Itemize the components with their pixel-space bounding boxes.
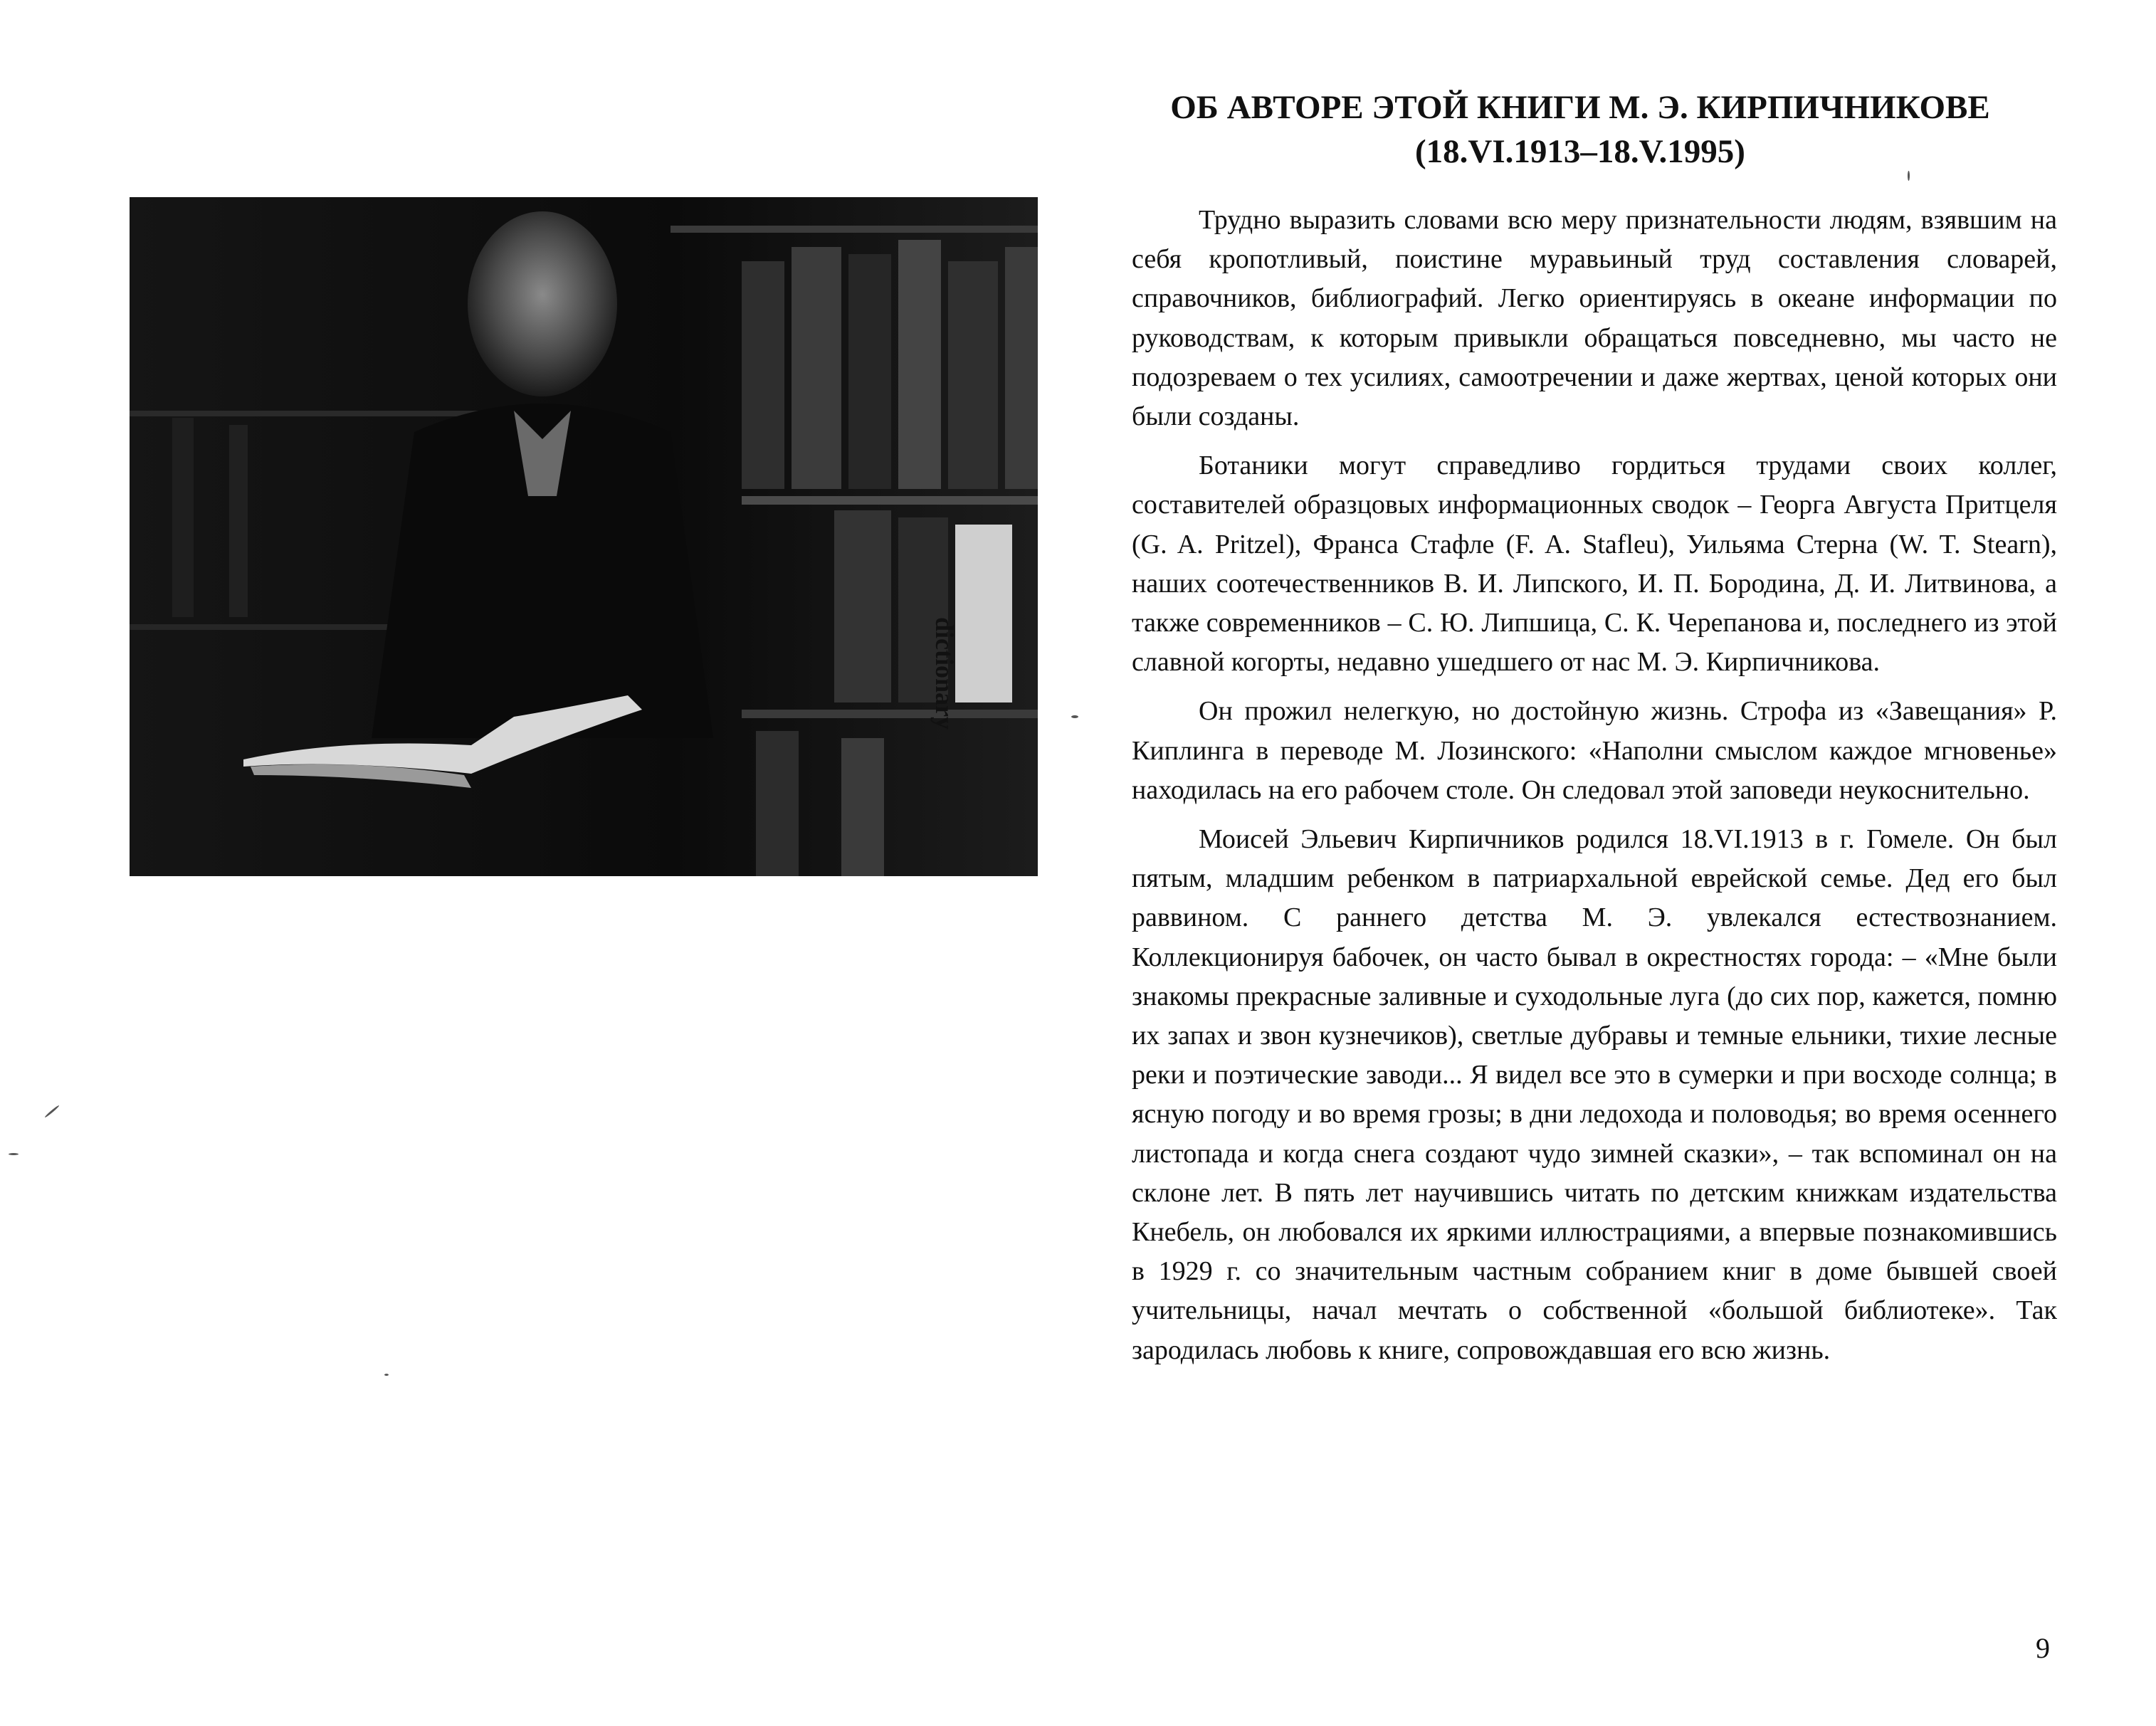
article-title: [1110, 85, 2050, 174]
paragraph: Ботаники могут справедливо гордиться трудами своих коллег, составителей образцовых информационных сводок – Георга Августа Притцеля (G. A. Pritzel), Франса Стафле (F. A. Stafleu), Уильяма Стерна (W. T. Stearn), наших соотечественников В. И. Липского, И. П. Бородина, Д. И. Литвинова, а также современников – С. Ю. Липшица, С. К. Черепанова и, последнего из этой славной когорты, недавно ушедшего от нас М. Э. Кирпичникова.: [1132, 451, 2057, 678]
paragraph: Он прожил нелегкую, но достойную жизнь. Строфа из «Завещания» Р. Киплинга в переводе М. Лозинского: «Наполни смыслом каждое мгновенье» находилась на его рабочем столе. Он следовал этой заповеди неукоснительно.: [1132, 696, 2057, 805]
scan-speck: [9, 1153, 19, 1155]
scan-speck: [44, 1105, 60, 1118]
title-dates: (18.VI.1913–18.V.1995): [1415, 133, 1745, 170]
book-spine-label: dictionary: [930, 617, 959, 730]
paragraph: Трудно выразить словами всю меру признательности людям, взявшим на себя кропотливый, поистине муравьиный труд составления словарей, справочников, библиографий. Легко ориентируясь в океане информации по руководствам, к которым привыкли обращаться повседневно, мы часто не подозреваем о тех усилиях, самоотречении и даже жертвах, ценой которых они были созданы.: [1132, 205, 2057, 432]
scan-speck: [1071, 715, 1078, 718]
article-body: [1132, 201, 2057, 1380]
author-photograph: [130, 197, 1038, 876]
scan-speck: [384, 1374, 389, 1376]
scan-speck: [1908, 171, 1910, 181]
page-number: 9: [2036, 1632, 2050, 1664]
paragraph: Моисей Эльевич Кирпичников родился 18.VI.1913 в г. Гомеле. Он был пятым, младшим ребенком в патриархальной еврейской семье. Дед его был раввином. С раннего детства М. Э. увлекался естествознанием. Коллекционируя бабочек, он часто бывал в окрестностях города: – «Мне были знакомы прекрасные заливные и суходольные луга (до сих пор, кажется, помню их запах и звон кузнечиков), светлые дубравы и темные ельники, тихие лесные реки и поэтические заводи... Я видел все это в сумерки и при восходе солнца; в ясную погоду и во время грозы; в дни ледохода и половодья; во время осеннего листопада и когда снега создают чудо зимней сказки», – так вспоминал он на склоне лет. В пять лет научившись читать по детским книжкам издательства Кнебель, он любовался их яркими иллюстрациями, а впервые познакомившись в 1929 г. со значительным частным собранием книг в доме бывшей своей учительницы, начал мечтать о собственной «большой библиотеке». Так зародилась любовь к книге, сопровождавшая его всю жизнь.: [1132, 824, 2057, 1365]
title-line: ОБ АВТОРЕ ЭТОЙ КНИГИ М. Э. КИРПИЧНИКОВЕ: [1170, 89, 1990, 126]
photo-image: [130, 197, 1038, 876]
